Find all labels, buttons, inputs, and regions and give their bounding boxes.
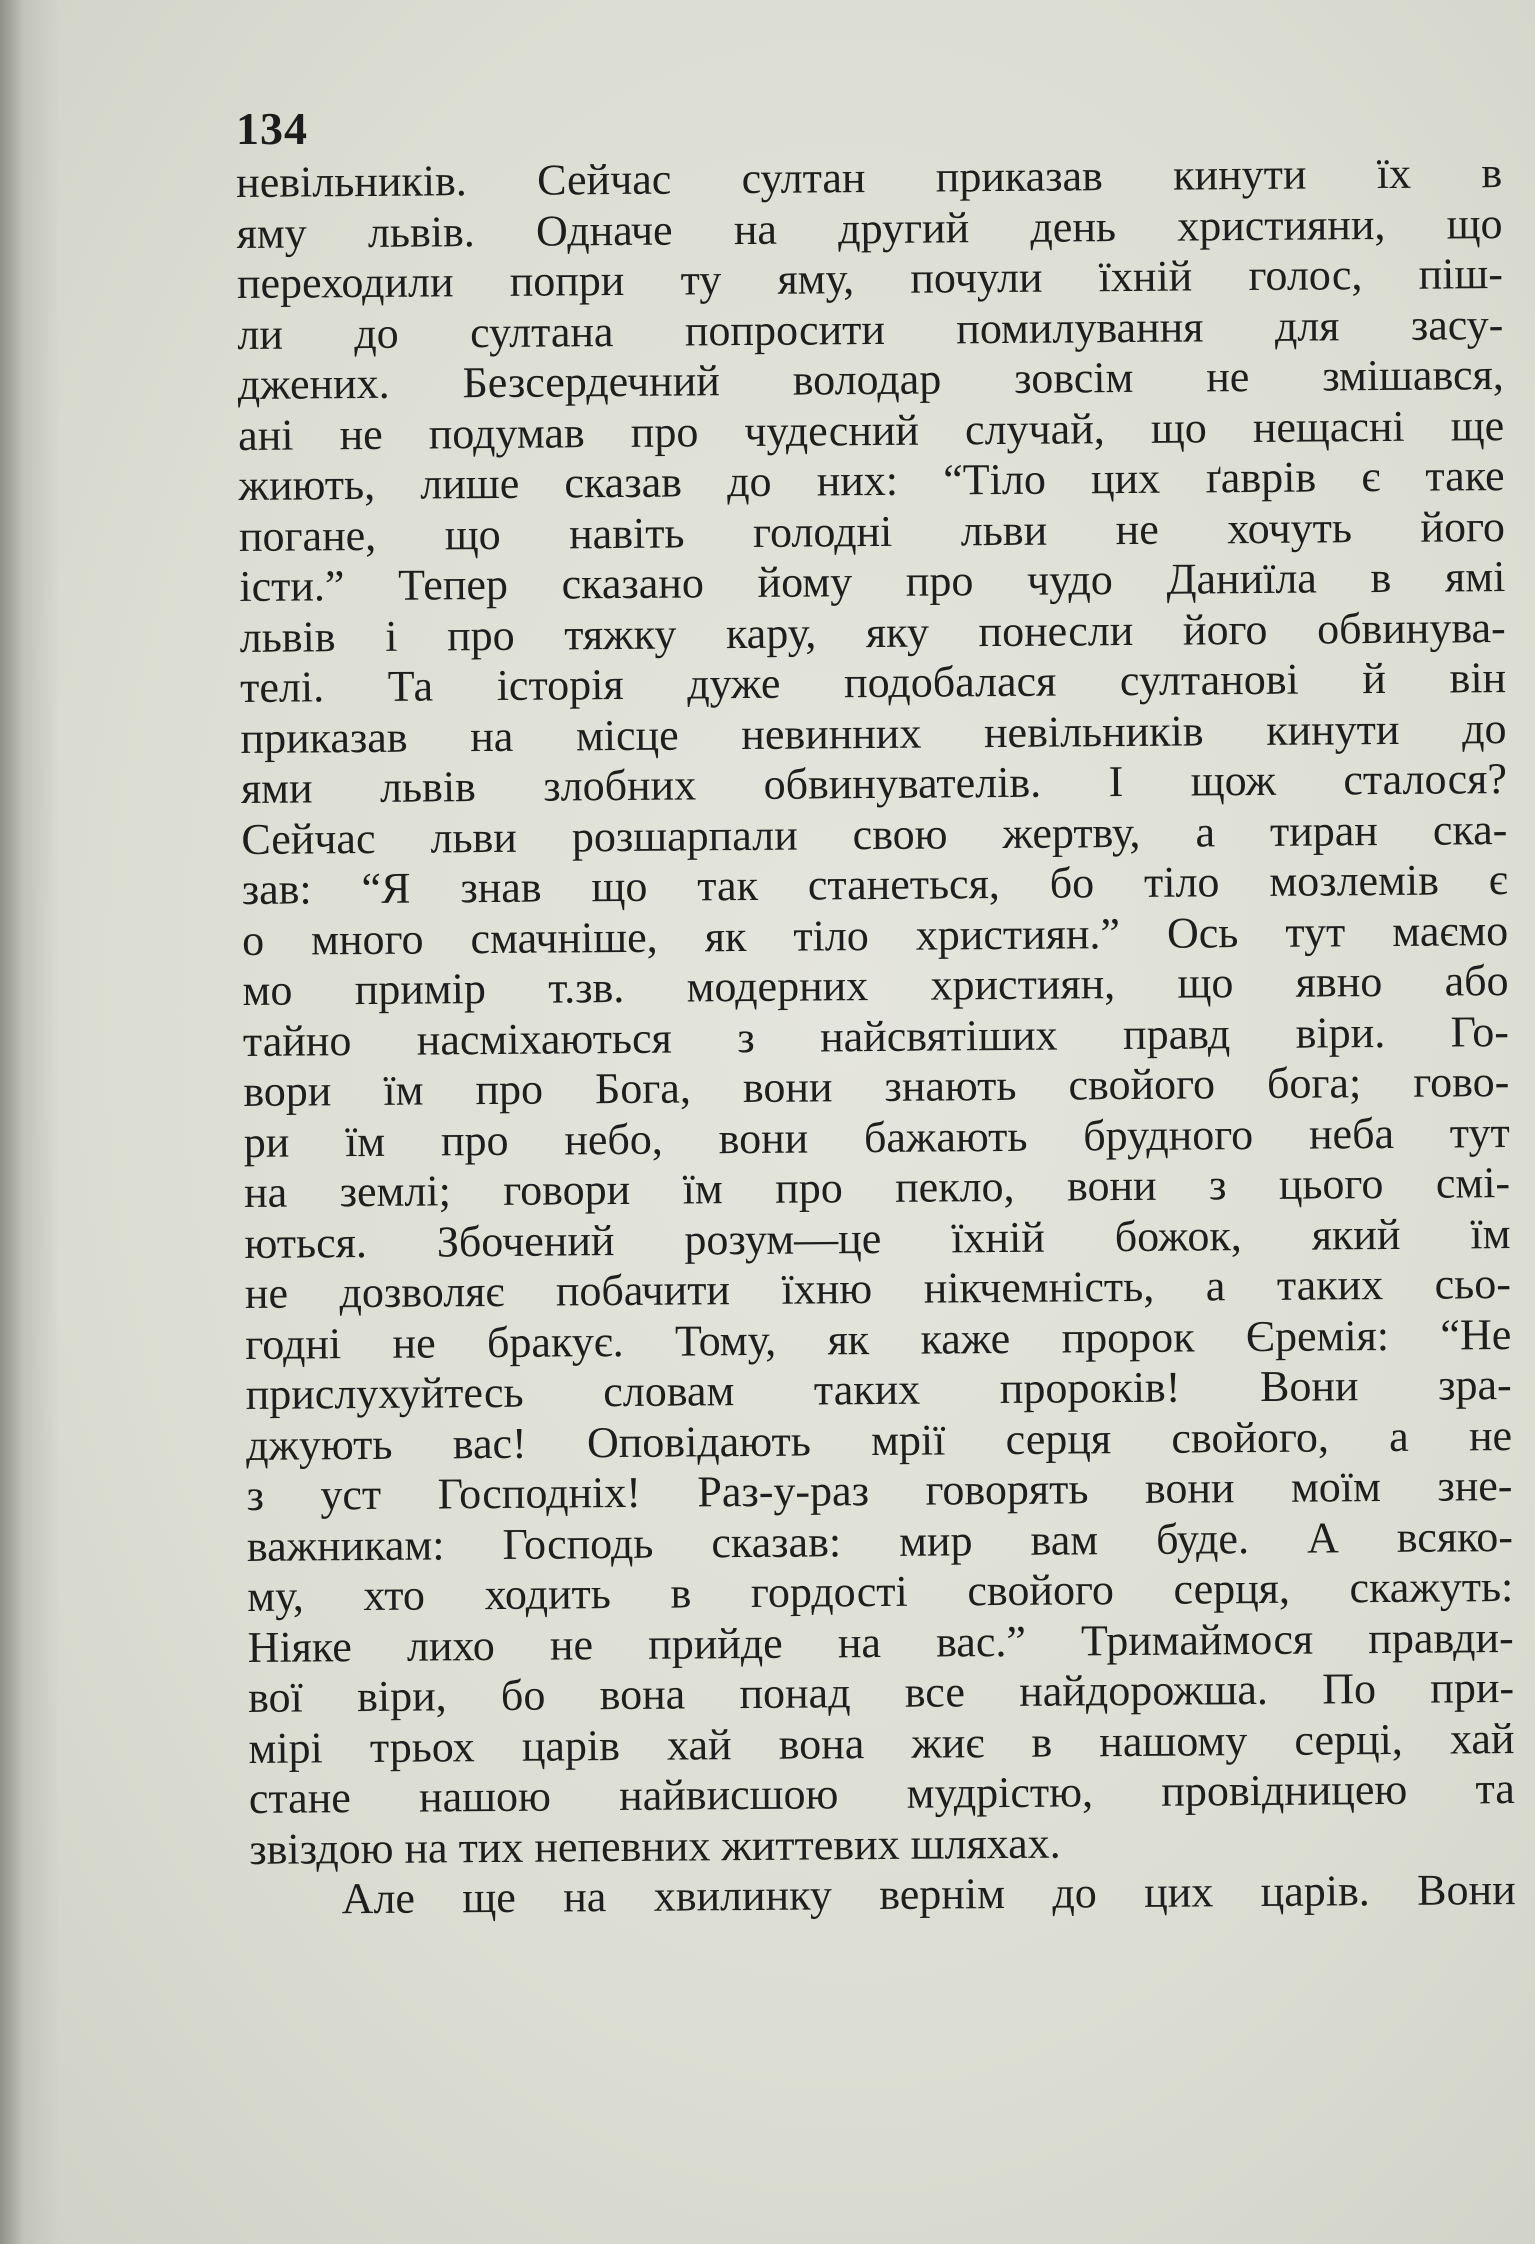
text-line: вори їм про Бога, вони знають свойого бога; гово- (243, 1057, 1510, 1116)
text-line: телі. Та історія дуже подобалася султанові й він (239, 653, 1507, 712)
text-line: стане нашою найвисшою мудрістю, провідницею та (248, 1764, 1516, 1823)
text-line: ються. Збочений розум—це їхній божок, який їм (244, 1208, 1511, 1268)
text-line: ли до султана попросити помилування для засу- (237, 299, 1504, 359)
text-line: погане, що навіть голодні льви не хочуть його (238, 501, 1506, 561)
page-number: 134 (236, 103, 308, 154)
text-line: мо примір т.зв. модерних християн, що явно або (242, 956, 1509, 1015)
text-line: важникам: Господь сказав: мир вам буде. А всяко- (246, 1511, 1514, 1571)
text-line: Сейчас льви розшарпали свою жертву, а тиран ска- (241, 804, 1508, 864)
text-line: з уст Господніх! Раз-у-раз говорять вони моїм зне- (246, 1461, 1513, 1520)
text-line: джених. Безсердечний володар зовсім не змішався, (237, 350, 1504, 409)
text-line: ри їм про небо, вони бажають брудного неба тут (243, 1107, 1510, 1167)
text-line: ями львів злобних обвинувателів. І щож сталося? (240, 754, 1508, 813)
text-line: приказав на місце невинних невільників кинути до (240, 703, 1507, 763)
text-line: не дозволяє побачити їхню нікчемність, а таких сьо- (244, 1259, 1512, 1318)
text-line: му, хто ходить в гордості свойого серця, скажуть: (247, 1562, 1514, 1621)
text-line: яму львів. Одначе на другий день християни, що (236, 198, 1503, 258)
text-line: переходили попри ту яму, почули їхній голос, піш- (236, 249, 1504, 308)
text-line: прислухуйтесь словам таких пророків! Вони зра- (245, 1360, 1512, 1419)
text-line: о много смачніше, як тіло християн.” Ось тут маємо (241, 905, 1509, 965)
text-line: зав: “Я знав що так станеться, бо тіло мозлемів є (241, 855, 1508, 914)
text-line: вої віри, бо вона понад все найдорожша. По при- (247, 1663, 1515, 1722)
text-line: Але ще на хвилинку вернім до цих царів. Вони (341, 1865, 1516, 1924)
text-line: мірі трьох царів хай вона жиє в нашому серці, хай (248, 1713, 1515, 1773)
body-text (236, 148, 1516, 1925)
text-line: годні не бракує. Тому, як каже пророк Єремія: “Не (245, 1309, 1512, 1369)
text-line: ані не подумав про чудесний случай, що нещасні ще (237, 400, 1505, 460)
text-line: істи.” Тепер сказано йому про чудо Даниїла в ямі (239, 552, 1506, 611)
text-line: Ніяке лихо не прийде на вас.” Тримаймося правди- (247, 1612, 1514, 1672)
text-line: звіздою на тих непевних життевих шляхах. (249, 1818, 1061, 1874)
text-line: львів і про тяжку кару, яку понесли його обвинува- (239, 602, 1506, 662)
text-line: тайно насміхаються з найсвятіших правд віри. Го- (242, 1006, 1510, 1066)
text-line: жиють, лише сказав до них: “Тіло цих ґаврів є таке (238, 451, 1505, 510)
text-line: на землі; говори їм про пекло, вони з цього смі- (243, 1158, 1511, 1217)
text-line: невільників. Сейчас султан приказав кинути їх в (236, 148, 1503, 207)
text-line: джують вас! Оповідають мрії серця свойого, а не (245, 1410, 1513, 1470)
